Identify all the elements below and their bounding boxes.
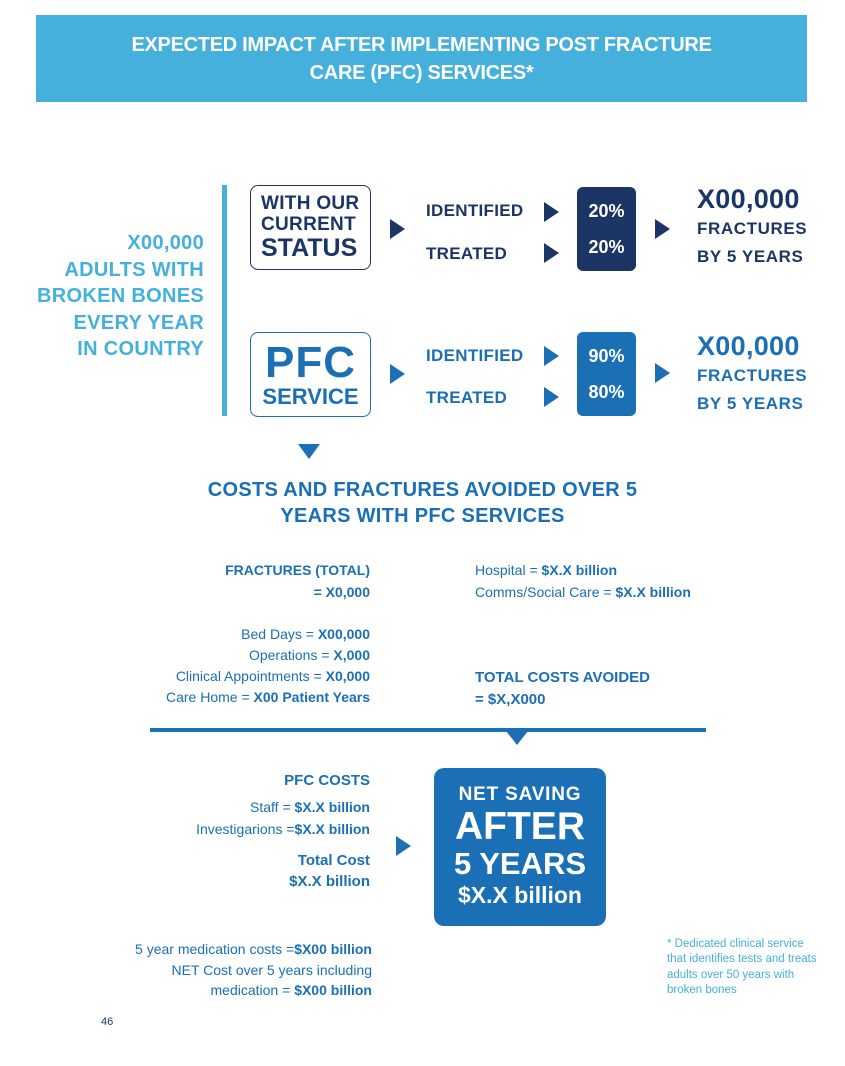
current-status-line: CURRENT: [261, 214, 356, 235]
pfc-box-subtitle: SERVICE: [262, 383, 359, 409]
total-avoided-label: TOTAL COSTS AVOIDED: [475, 669, 651, 686]
pfc-result-line: FRACTURES: [697, 366, 808, 385]
section-heading: [150, 477, 695, 529]
arrow-right-icon: [544, 202, 559, 222]
current-identified-label: IDENTIFIED: [426, 201, 524, 220]
arrow-right-icon: [390, 219, 405, 239]
pfc-total-cost-value: $X.X billion: [289, 873, 370, 890]
current-result: [697, 184, 807, 271]
current-status-line: WITH OUR: [261, 193, 360, 214]
vertical-divider: [222, 185, 227, 416]
current-result-line: FRACTURES: [697, 219, 808, 238]
divider-notch-icon: [506, 731, 528, 745]
net-saving-value: $X.X billion: [458, 882, 582, 908]
fractures-total-value: = X0,000: [313, 584, 370, 600]
list-item: Hospital = $X.X billion: [475, 562, 618, 578]
net-saving-box: [434, 768, 606, 926]
page-number: 46: [101, 1016, 114, 1028]
current-result-line: BY 5 YEARS: [697, 247, 804, 266]
arrow-right-icon: [396, 836, 411, 856]
list-item: Clinical Appointments = X0,000: [175, 668, 370, 684]
list-item: Investigarions =$X.X billion: [196, 821, 370, 837]
fractures-total-title: FRACTURES (TOTAL): [225, 562, 370, 578]
net-saving-after: AFTER: [455, 805, 585, 848]
current-status-box: [250, 185, 371, 270]
net-saving-label: NET SAVING: [458, 784, 582, 805]
fractures-total: [150, 560, 370, 603]
current-percent-box: [577, 187, 636, 271]
pfc-costs: [150, 770, 370, 892]
arrow-right-icon: [544, 346, 559, 366]
pfc-box-title: PFC: [265, 337, 356, 387]
list-item: 5 year medication costs =$X00 billion: [135, 941, 372, 957]
pfc-total-cost-label: Total Cost: [297, 852, 370, 869]
list-item: Staff = $X.X billion: [250, 799, 370, 815]
arrow-right-icon: [544, 243, 559, 263]
population-count: X00,000: [127, 232, 204, 254]
banner-title-line-1: EXPECTED IMPACT AFTER IMPLEMENTING POST FRACTURE: [131, 33, 712, 56]
title-banner: [36, 15, 807, 102]
list-item: Operations = X,000: [248, 647, 370, 663]
population-line: BROKEN BONES: [37, 285, 204, 308]
list-item: Comms/Social Care = $X.X billion: [475, 584, 691, 600]
pfc-treated-label: TREATED: [426, 388, 508, 407]
population-line: IN COUNTRY: [77, 338, 204, 361]
pfc-result-number: X00,000: [697, 331, 800, 361]
medication-costs: [80, 939, 372, 1001]
current-treated-label: TREATED: [426, 244, 508, 263]
banner-title-line-2: CARE (PFC) SERVICES*: [309, 61, 534, 84]
section-heading-line: COSTS AND FRACTURES AVOIDED OVER 5: [207, 479, 638, 501]
pfc-percent-box: [577, 332, 636, 416]
arrow-right-icon: [655, 219, 670, 239]
arrow-right-icon: [655, 363, 670, 383]
list-item: NET Cost over 5 years including: [171, 961, 372, 978]
pfc-costs-title: PFC COSTS: [284, 772, 370, 789]
net-saving-period: 5 YEARS: [453, 846, 587, 881]
footnote: * Dedicated clinical service that identifies tests and treats adults over 50 years with broken bones: [667, 938, 817, 997]
pfc-identified-percent: 90%: [588, 345, 625, 366]
avoided-items-list: [100, 624, 370, 708]
care-costs-list: [475, 559, 775, 603]
section-divider: [150, 728, 706, 732]
population-line: ADULTS WITH: [64, 258, 204, 281]
population-statement: [20, 230, 204, 363]
arrow-right-icon: [544, 387, 559, 407]
pfc-service-box: [250, 332, 371, 417]
pfc-result: [697, 331, 807, 418]
arrow-down-icon: [298, 444, 320, 459]
section-heading-line: YEARS WITH PFC SERVICES: [280, 505, 565, 527]
current-identified-percent: 20%: [588, 200, 625, 221]
population-line: EVERY YEAR: [73, 311, 204, 334]
list-item: Bed Days = X00,000: [241, 626, 370, 642]
list-item: Care Home = X00 Patient Years: [165, 689, 370, 705]
current-status-line: STATUS: [261, 234, 358, 262]
current-result-number: X00,000: [697, 184, 800, 214]
pfc-result-line: BY 5 YEARS: [697, 394, 804, 413]
arrow-right-icon: [390, 364, 405, 384]
total-avoided-value: = $X,X000: [475, 691, 546, 708]
pfc-identified-label: IDENTIFIED: [426, 346, 524, 365]
pfc-treated-percent: 80%: [588, 381, 625, 402]
list-item: medication = $X00 billion: [210, 982, 372, 998]
current-treated-percent: 20%: [588, 236, 625, 257]
total-costs-avoided: [475, 667, 650, 711]
